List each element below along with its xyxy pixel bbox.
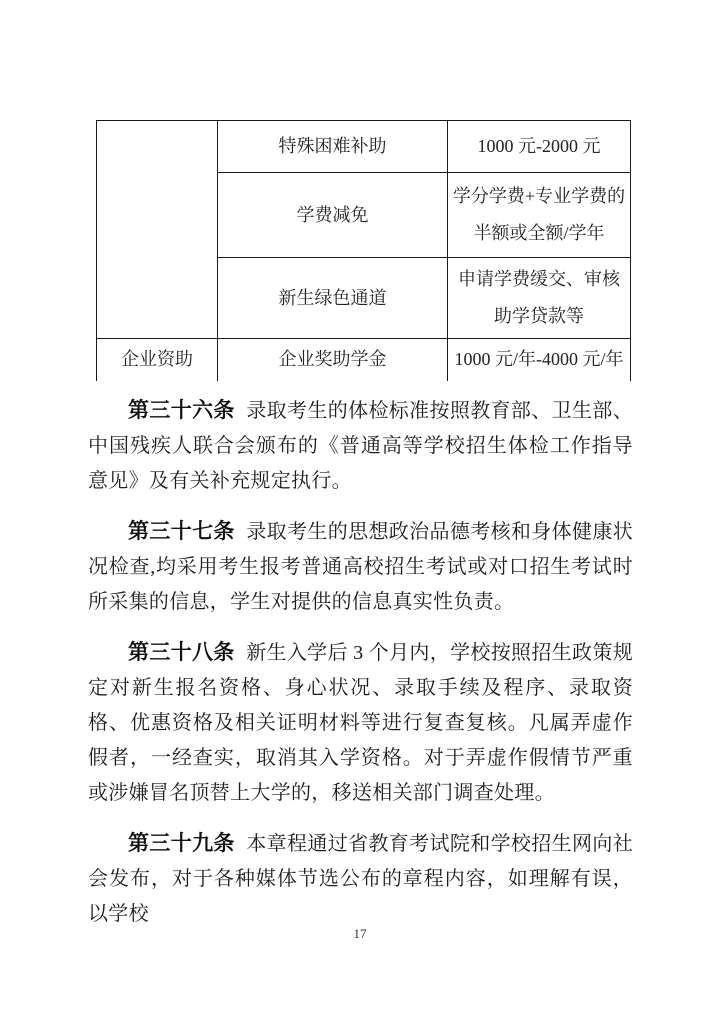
article-39 <box>88 826 633 932</box>
table-cell-value: 学分学费+专业学费的半额或全额/学年 <box>448 173 631 258</box>
article-36-number: 第三十六条 <box>128 399 235 422</box>
article-37 <box>88 514 633 620</box>
table-cell-value: 申请学费缓交、审核助学贷款等 <box>448 258 631 339</box>
table-cell-item: 特殊困难补助 <box>218 121 448 173</box>
article-38-number: 第三十八条 <box>128 641 235 664</box>
table-cell-item: 新生绿色通道 <box>218 258 448 339</box>
article-38-text: 新生入学后 3 个月内，学校按照招生政策规定对新生报名资格、身心状况、录取手续及程序、录取资格、优惠资格及相关证明材料等进行复查复核。凡属弄虚作假者，一经查实，取消其入学资格。对于弄虚作假情节严重或涉嫌冒名顶替上大学的，移送相关部门调查处理。 <box>88 642 633 804</box>
table-cell-category-blank <box>97 121 218 339</box>
table-cell-item: 企业奖助学金 <box>218 339 448 381</box>
table-cell-item: 学费减免 <box>218 173 448 258</box>
article-text-block <box>88 393 633 947</box>
article-39-text: 本章程通过省教育考试院和学校招生网向社会发布，对于各种媒体节选公布的章程内容，如理解有误，以学校 <box>88 833 634 925</box>
table-row <box>97 121 631 173</box>
article-36-text: 录取考生的体检标准按照教育部、卫生部、中国残疾人联合会颁布的《普通高等学校招生体检工作指导意见》及有关补充规定执行。 <box>88 400 634 492</box>
table-row <box>97 339 631 381</box>
article-39-number: 第三十九条 <box>128 832 235 855</box>
page-number: 17 <box>353 926 367 941</box>
table-cell-value: 1000 元-2000 元 <box>448 121 631 173</box>
article-36 <box>88 393 633 499</box>
article-37-number: 第三十七条 <box>128 520 235 543</box>
table-cell-category: 企业资助 <box>97 339 218 381</box>
table-cell-value: 1000 元/年-4000 元/年 <box>448 339 631 381</box>
article-38 <box>88 635 633 811</box>
article-37-text: 录取考生的思想政治品德考核和身体健康状况检查,均采用考生报考普通高校招生考试或对口招生考试时所采集的信息，学生对提供的信息真实性负责。 <box>88 521 634 613</box>
funding-table <box>96 120 631 381</box>
